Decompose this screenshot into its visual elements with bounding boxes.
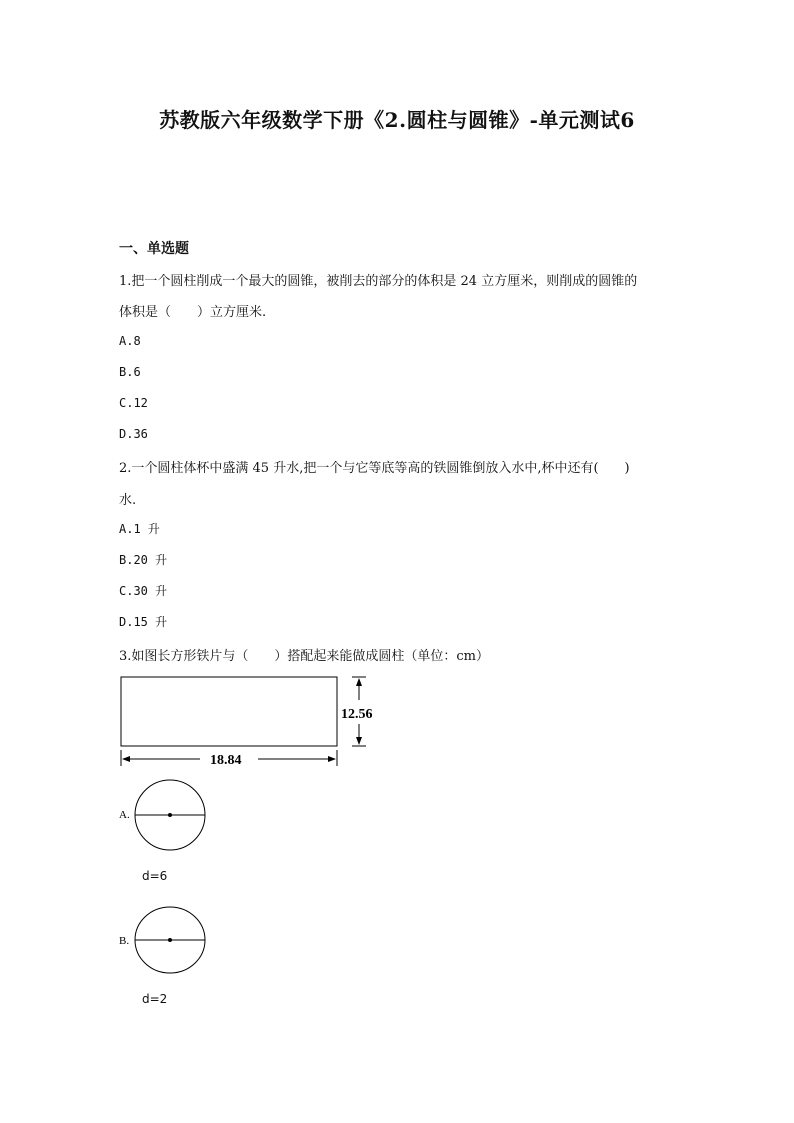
question-2-option-d: D.15 升 — [119, 615, 168, 629]
height-label: 12.56 — [341, 707, 373, 722]
option-a-caption: d=6 — [142, 869, 168, 883]
question-1-line-2: 体积是（ ）立方厘米. — [119, 305, 267, 320]
question-1-option-a: A.8 — [119, 334, 141, 348]
question-2-line-2: 水. — [119, 493, 137, 508]
question-2-option-c: C.30 升 — [119, 584, 168, 598]
question-1-option-b: B.6 — [119, 365, 141, 379]
width-label: 18.84 — [210, 753, 242, 768]
question-3-line-1: 3.如图长方形铁片与（ ）搭配起来能做成圆柱（单位：cm） — [119, 649, 490, 664]
document-title: 苏教版六年级数学下册《2.圆柱与圆锥》-单元测试6 — [159, 108, 635, 132]
option-a-label: A. — [119, 809, 130, 821]
question-2-option-a: A.1 升 — [119, 522, 160, 536]
rectangle-sheet — [121, 677, 337, 746]
question-1-line-1: 1.把一个圆柱削成一个最大的圆锥，被削去的部分的体积是 24 立方厘米，则削成的圆锥的 — [119, 274, 638, 289]
option-b-label: B. — [119, 935, 130, 947]
question-1-option-c: C.12 — [119, 396, 148, 410]
question-2-line-1: 2.一个圆柱体杯中盛满 45 升水,把一个与它等底等高的铁圆锥倒放入水中,杯中还有( ) — [119, 461, 630, 476]
question-2-option-b: B.20 升 — [119, 553, 168, 567]
question-1-option-d: D.36 — [119, 427, 148, 441]
option-b-caption: d=2 — [142, 992, 168, 1006]
section-heading: 一、单选题 — [119, 241, 189, 257]
